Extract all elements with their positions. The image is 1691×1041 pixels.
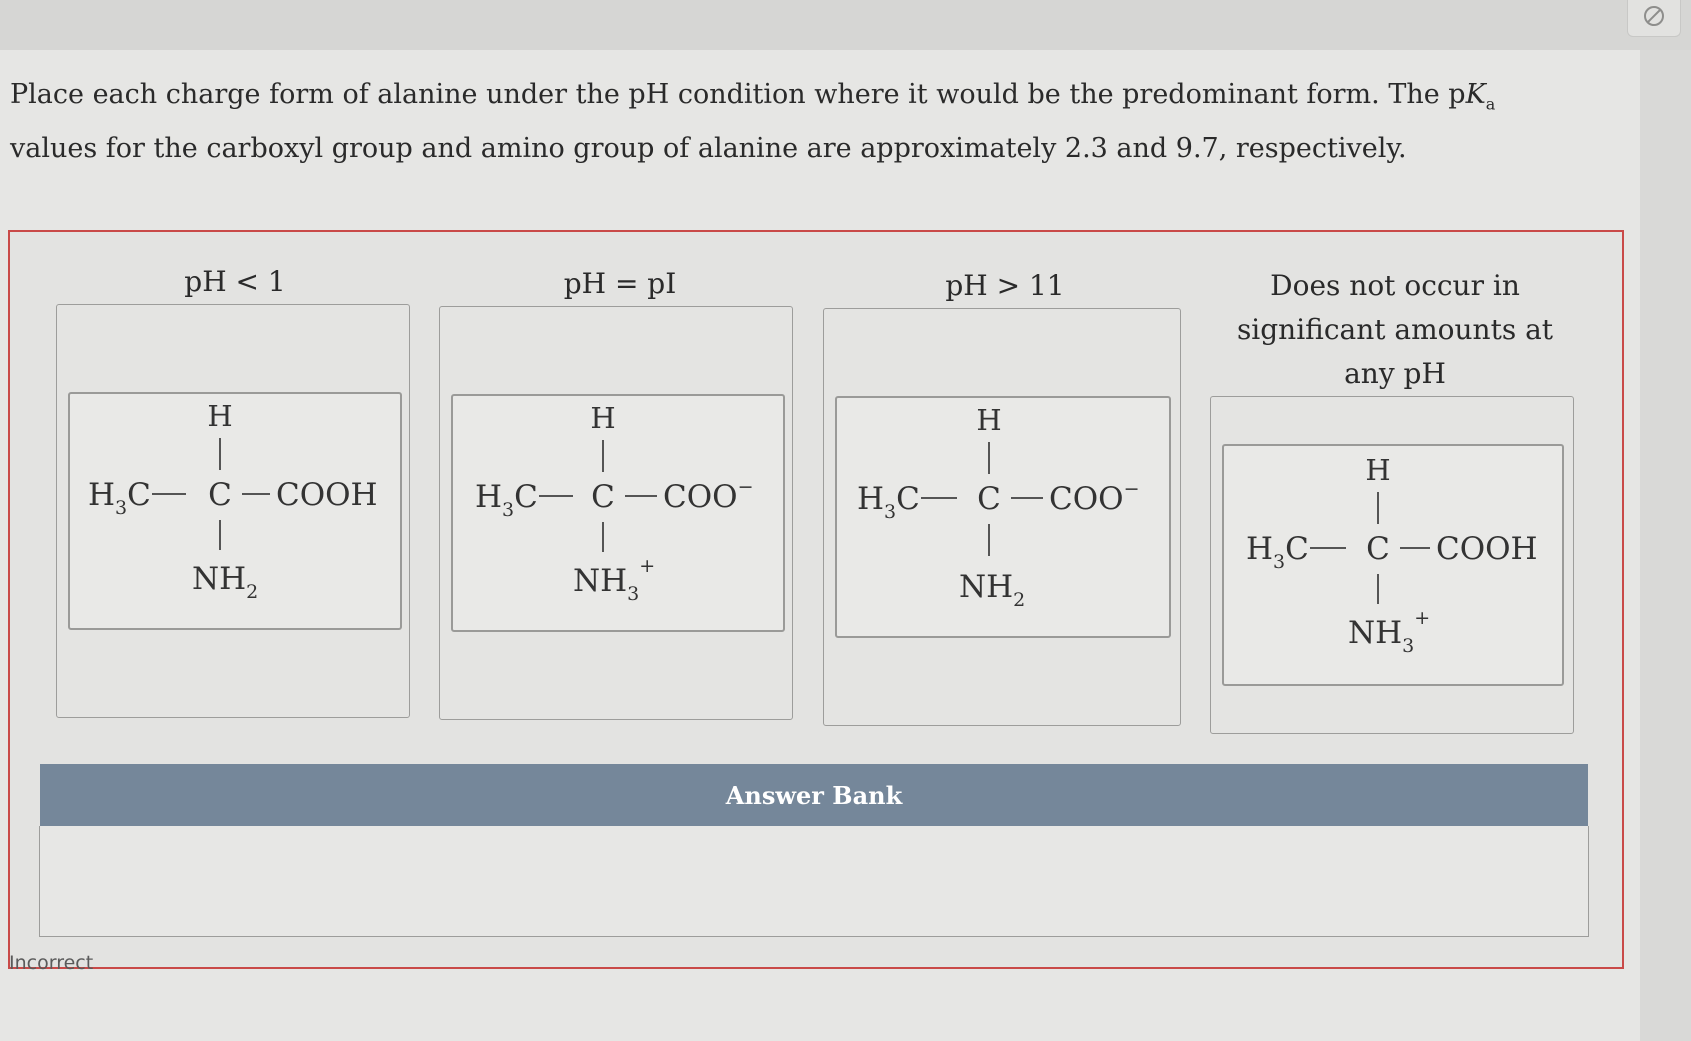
answer-bank-header [40,764,1588,826]
zone-label-ph-greater-11: pH > 11 [945,269,1065,302]
answer-bank-area[interactable] [39,826,1589,937]
zone-label-ph-equals-pi: pH = pI [563,267,677,300]
structure-3 [837,398,1169,636]
structure-4 [1224,446,1562,684]
no-entry-icon [1641,3,1667,33]
atom-center: C [208,477,232,513]
atom-bottom: $NH_2$ [959,569,1026,611]
alanine-card-cationic[interactable] [1222,444,1564,686]
atom-left: $H_3C$ [88,477,151,519]
feedback-status: Incorrect [9,952,94,974]
atom-top: H [1365,453,1391,487]
corner-button[interactable] [1627,0,1681,37]
atom-right: COO− [663,476,754,515]
atom-top: H [976,403,1002,437]
top-bar [0,0,1691,50]
answer-bank-title: Answer Bank [725,780,903,810]
atom-left: $H_3C$ [475,479,538,521]
atom-bottom: $NH_3^+$ [1348,607,1431,657]
atom-bottom: $NH_2$ [192,561,259,603]
atom-bottom: $NH_3^+$ [573,555,656,605]
atom-center: C [591,479,615,515]
question-text: Place each charge form of alanine under the pH condition where it would be the predominant form. The $pK_a$ values for the carboxyl group and amino group of alanine are approximately 2.3 and 9.7, respectively. [10,79,1496,165]
atom-top: H [207,399,233,433]
atom-left: $H_3C$ [857,481,920,523]
atom-right: COOH [276,477,378,513]
structure-2 [453,396,783,630]
alanine-card-cationic-amine-neutral[interactable] [68,392,402,630]
zone-label-does-not-occur: Does not occur in significant amounts at any pH [1236,269,1554,390]
atom-left: $H_3C$ [1246,531,1309,573]
zone-label-ph-less-1: pH < 1 [184,265,286,298]
alanine-card-anionic[interactable] [835,396,1171,638]
atom-center: C [977,481,1001,517]
structure-1 [70,394,400,628]
atom-top: H [590,401,616,435]
atom-right: COO− [1049,478,1140,517]
alanine-card-zwitterion[interactable] [451,394,785,632]
atom-right: COOH [1436,531,1538,567]
atom-center: C [1366,531,1390,567]
